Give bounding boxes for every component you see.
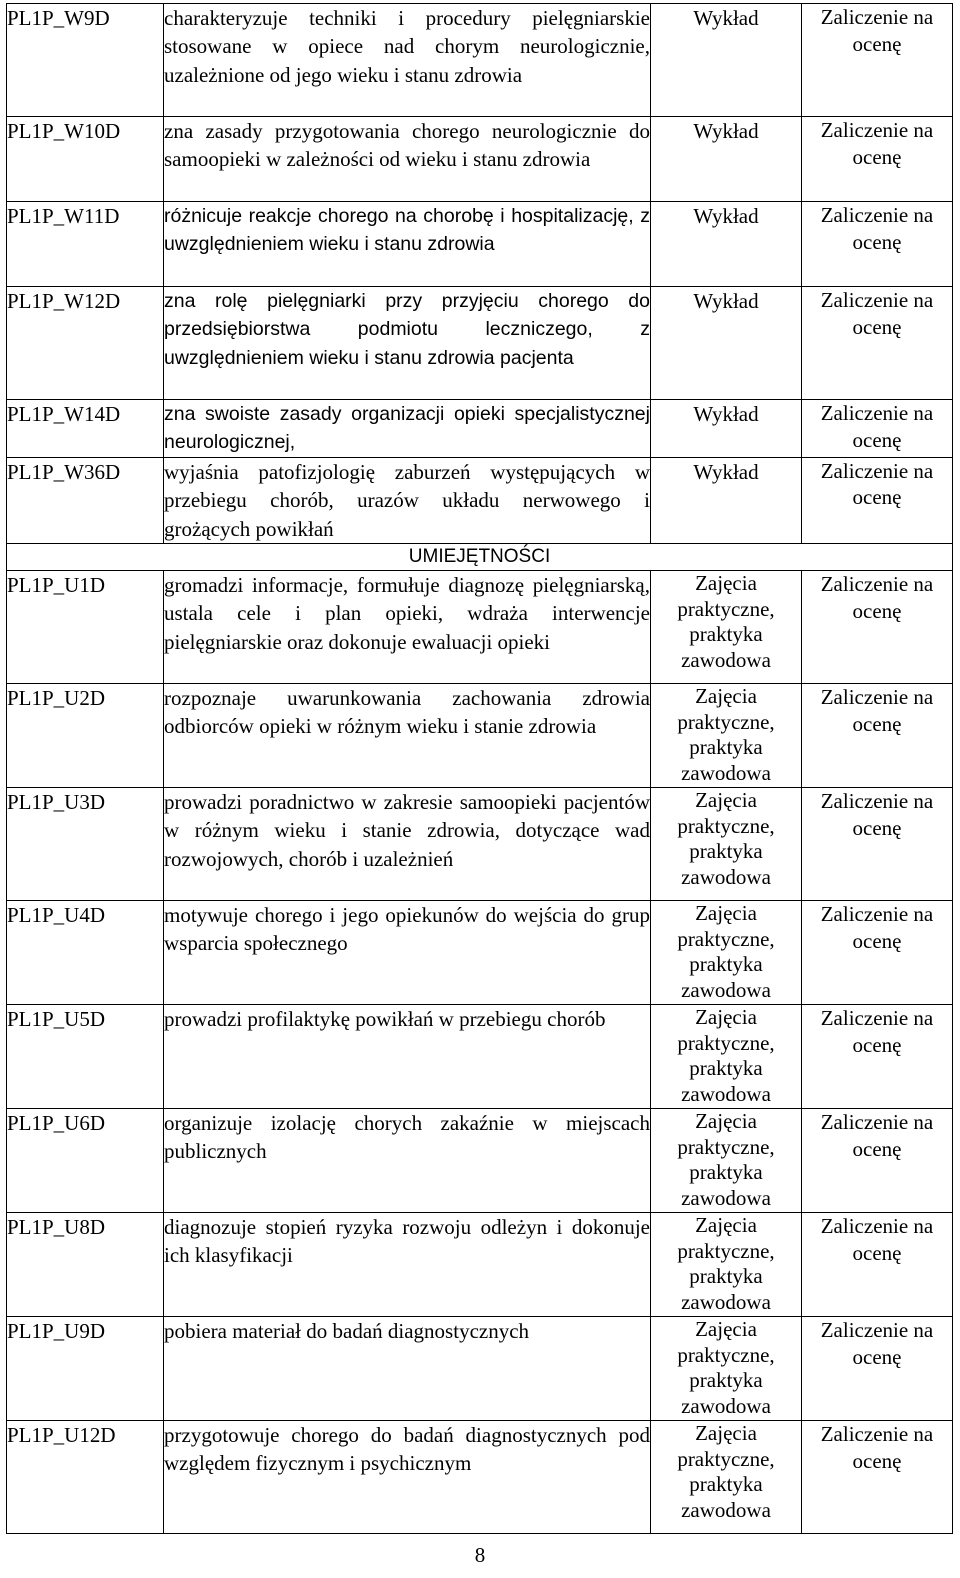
section-skills-heading: UMIEJĘTNOŚCI <box>7 544 953 571</box>
class-form: Zajęcia praktyczne, praktyka zawodowa <box>651 1421 802 1534</box>
outcome-code: PL1P_U4D <box>7 901 164 1005</box>
outcome-description: zna zasady przygotowania chorego neurologicznie do samoopieki w zależności od wieku i stanu zdrowia <box>164 117 651 202</box>
outcome-code: PL1P_W14D <box>7 400 164 458</box>
outcome-description: rozpoznaje uwarunkowania zachowania zdrowia odbiorców opieki w różnym wieku i stanie zdrowia <box>164 684 651 788</box>
assessment-method: Zaliczenie na ocenę <box>802 1421 953 1534</box>
table-row <box>7 1109 953 1213</box>
table-row <box>7 1005 953 1109</box>
class-form: Zajęcia praktyczne, praktyka zawodowa <box>651 684 802 788</box>
outcome-description: prowadzi poradnictwo w zakresie samoopieki pacjentów w różnym wieku i stanie zdrowia, dotyczące wad rozwojowych, chorób i uzależnień <box>164 788 651 901</box>
outcome-code: PL1P_W9D <box>7 4 164 117</box>
class-form: Zajęcia praktyczne, praktyka zawodowa <box>651 1317 802 1421</box>
table-row <box>7 1213 953 1317</box>
outcome-description: organizuje izolację chorych zakaźnie w miejscach publicznych <box>164 1109 651 1213</box>
class-form: Wykład <box>651 202 802 287</box>
outcome-code: PL1P_U1D <box>7 571 164 684</box>
assessment-method: Zaliczenie na ocenę <box>802 788 953 901</box>
outcome-description: prowadzi profilaktykę powikłań w przebiegu chorób <box>164 1005 651 1109</box>
table-row <box>7 901 953 1005</box>
outcome-code: PL1P_W36D <box>7 457 164 543</box>
table-row <box>7 457 953 543</box>
section-header-row <box>7 544 953 571</box>
assessment-method: Zaliczenie na ocenę <box>802 202 953 287</box>
outcome-description: zna swoiste zasady organizacji opieki specjalistycznej neurologicznej, <box>164 400 651 458</box>
table-row <box>7 1421 953 1534</box>
table-row <box>7 684 953 788</box>
assessment-method: Zaliczenie na ocenę <box>802 901 953 1005</box>
outcome-code: PL1P_U3D <box>7 788 164 901</box>
outcome-description: diagnozuje stopień ryzyka rozwoju odleżyn i dokonuje ich klasyfikacji <box>164 1213 651 1317</box>
outcome-description: zna rolę pielęgniarki przy przyjęciu chorego do przedsiębiorstwa podmiotu leczniczego, z uwzględnieniem wieku i stanu zdrowia pacjenta <box>164 287 651 400</box>
outcome-description: przygotowuje chorego do badań diagnostycznych pod względem fizycznym i psychicznym <box>164 1421 651 1534</box>
assessment-method: Zaliczenie na ocenę <box>802 1109 953 1213</box>
table-row <box>7 788 953 901</box>
class-form: Zajęcia praktyczne, praktyka zawodowa <box>651 1005 802 1109</box>
assessment-method: Zaliczenie na ocenę <box>802 287 953 400</box>
outcome-code: PL1P_U9D <box>7 1317 164 1421</box>
table-row <box>7 400 953 458</box>
outcome-code: PL1P_U6D <box>7 1109 164 1213</box>
class-form: Wykład <box>651 400 802 458</box>
outcome-code: PL1P_U5D <box>7 1005 164 1109</box>
assessment-method: Zaliczenie na ocenę <box>802 1213 953 1317</box>
table-row <box>7 202 953 287</box>
assessment-method: Zaliczenie na ocenę <box>802 1317 953 1421</box>
outcome-description: pobiera materiał do badań diagnostycznych <box>164 1317 651 1421</box>
assessment-method: Zaliczenie na ocenę <box>802 457 953 543</box>
assessment-method: Zaliczenie na ocenę <box>802 571 953 684</box>
class-form: Wykład <box>651 457 802 543</box>
outcome-description: charakteryzuje techniki i procedury pielęgniarskie stosowane w opiece nad chorym neurologicznie, uzależnione od jego wieku i stanu zdrowia <box>164 4 651 117</box>
assessment-method: Zaliczenie na ocenę <box>802 684 953 788</box>
table-row <box>7 1317 953 1421</box>
outcome-code: PL1P_W10D <box>7 117 164 202</box>
outcome-description: różnicuje reakcje chorego na chorobę i hospitalizację, z uwzględnieniem wieku i stanu zdrowia <box>164 202 651 287</box>
table-row <box>7 571 953 684</box>
outcome-code: PL1P_U12D <box>7 1421 164 1534</box>
table-row <box>7 287 953 400</box>
outcome-code: PL1P_W11D <box>7 202 164 287</box>
outcome-description: motywuje chorego i jego opiekunów do wejścia do grup wsparcia społecznego <box>164 901 651 1005</box>
class-form: Zajęcia praktyczne, praktyka zawodowa <box>651 1109 802 1213</box>
class-form: Zajęcia praktyczne, praktyka zawodowa <box>651 901 802 1005</box>
class-form: Zajęcia praktyczne, praktyka zawodowa <box>651 571 802 684</box>
outcome-description: gromadzi informacje, formułuje diagnozę pielęgniarską, ustala cele i plan opieki, wdraża interwencje pielęgniarskie oraz dokonuje ewaluacji opieki <box>164 571 651 684</box>
table-row <box>7 117 953 202</box>
assessment-method: Zaliczenie na ocenę <box>802 400 953 458</box>
assessment-method: Zaliczenie na ocenę <box>802 1005 953 1109</box>
table-row <box>7 4 953 117</box>
class-form: Zajęcia praktyczne, praktyka zawodowa <box>651 788 802 901</box>
outcome-code: PL1P_U8D <box>7 1213 164 1317</box>
assessment-method: Zaliczenie na ocenę <box>802 117 953 202</box>
learning-outcomes-table <box>6 3 953 1534</box>
class-form: Wykład <box>651 117 802 202</box>
class-form: Zajęcia praktyczne, praktyka zawodowa <box>651 1213 802 1317</box>
class-form: Wykład <box>651 4 802 117</box>
outcome-code: PL1P_U2D <box>7 684 164 788</box>
class-form: Wykład <box>651 287 802 400</box>
page-number: 8 <box>474 1543 486 1567</box>
assessment-method: Zaliczenie na ocenę <box>802 4 953 117</box>
outcome-code: PL1P_W12D <box>7 287 164 400</box>
outcome-description: wyjaśnia patofizjologię zaburzeń występujących w przebiegu chorób, urazów układu nerwowego i grożących powikłań <box>164 457 651 543</box>
